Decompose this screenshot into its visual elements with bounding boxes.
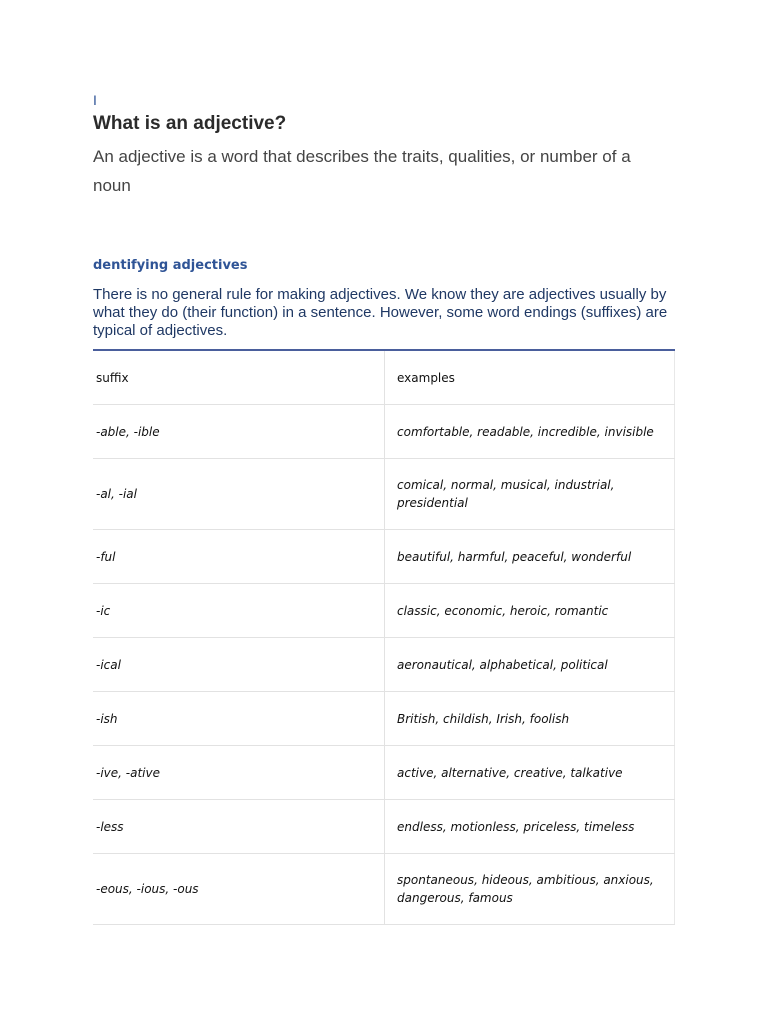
table-row (93, 692, 675, 746)
suffix-cell: -ish (93, 692, 385, 746)
table-row (93, 854, 675, 925)
stray-character: I (93, 92, 97, 108)
table-row (93, 530, 675, 584)
page-title: What is an adjective? (93, 113, 287, 134)
examples-cell: active, alternative, creative, talkative (385, 746, 675, 800)
suffix-cell: -ic (93, 584, 385, 638)
suffix-cell: -ive, -ative (93, 746, 385, 800)
table-row (93, 459, 675, 530)
suffix-cell: -ical (93, 638, 385, 692)
suffix-cell: -less (93, 800, 385, 854)
examples-cell: spontaneous, hideous, ambitious, anxious, dangerous, famous (385, 854, 675, 925)
examples-cell: British, childish, Irish, foolish (385, 692, 675, 746)
column-header-examples: examples (385, 350, 675, 405)
examples-cell: comical, normal, musical, industrial, presidential (385, 459, 675, 530)
suffix-cell: -ful (93, 530, 385, 584)
examples-cell: comfortable, readable, incredible, invisible (385, 405, 675, 459)
lead-paragraph: There is no general rule for making adjectives. We know they are adjectives usually by what they do (their function) in a sentence. However, some word endings (suffixes) are typical of adjectives. (93, 286, 668, 339)
table-row (93, 638, 675, 692)
table-row (93, 405, 675, 459)
suffix-table (93, 349, 675, 925)
table-header-row (93, 350, 675, 405)
examples-cell: endless, motionless, priceless, timeless (385, 800, 675, 854)
table-row (93, 746, 675, 800)
column-header-suffix: suffix (93, 350, 385, 405)
table-row (93, 584, 675, 638)
examples-cell: aeronautical, alphabetical, political (385, 638, 675, 692)
examples-cell: beautiful, harmful, peaceful, wonderful (385, 530, 675, 584)
suffix-cell: -al, -ial (93, 459, 385, 530)
table-row (93, 800, 675, 854)
suffix-cell: -eous, -ious, -ous (93, 854, 385, 925)
examples-cell: classic, economic, heroic, romantic (385, 584, 675, 638)
section-heading: dentifying adjectives (93, 258, 248, 273)
suffix-cell: -able, -ible (93, 405, 385, 459)
intro-paragraph: An adjective is a word that describes the traits, qualities, or number of a noun (93, 147, 631, 195)
